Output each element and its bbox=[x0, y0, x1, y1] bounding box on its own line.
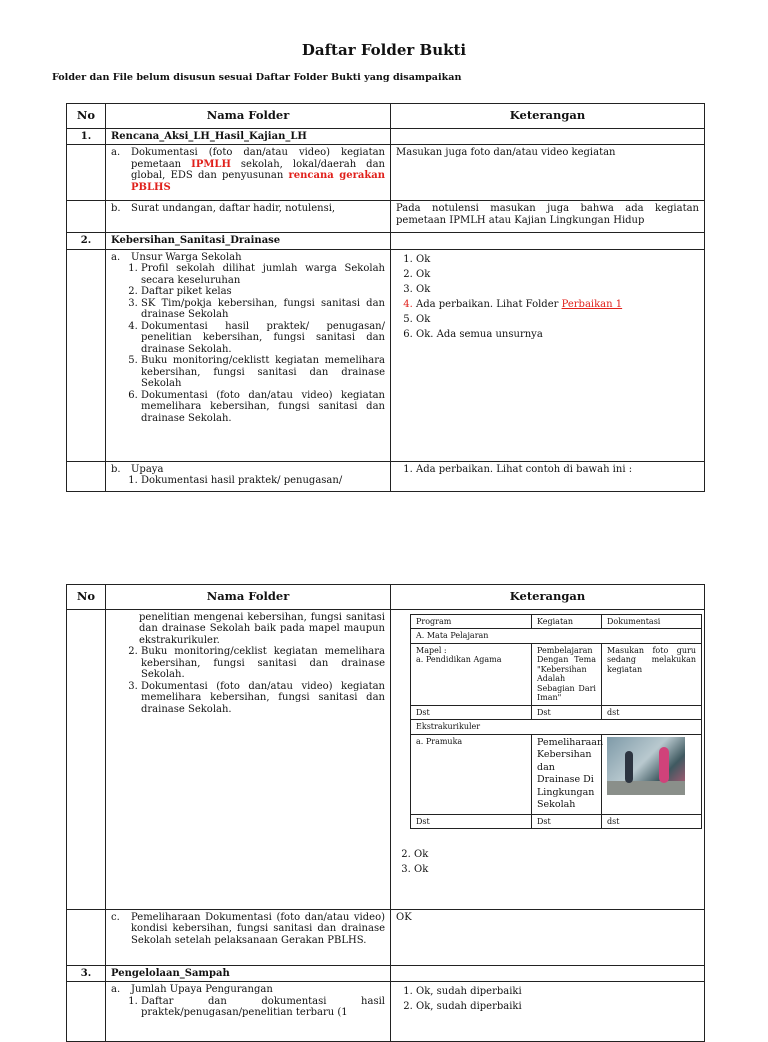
example-section: A. Mata Pelajaran bbox=[411, 629, 702, 644]
example-table bbox=[410, 614, 702, 830]
keterangan-list bbox=[396, 984, 699, 1014]
highlight-ipmlh: IPMLH bbox=[191, 158, 231, 170]
list-item: 2. Daftar piket kelas bbox=[141, 286, 385, 298]
example-cell: Dst bbox=[532, 705, 602, 720]
header-no: No bbox=[67, 585, 106, 610]
table-header-row bbox=[67, 104, 705, 129]
row-number bbox=[67, 909, 106, 965]
row-number: 3. bbox=[67, 965, 106, 982]
folder-title: Kebersihan_Sanitasi_Drainase bbox=[106, 233, 391, 250]
header-no: No bbox=[67, 104, 106, 129]
list-item: 1. Dokumentasi hasil praktek/ penugasan/ bbox=[141, 475, 385, 487]
keterangan-cell bbox=[391, 233, 705, 250]
list-item: 2. Ok bbox=[416, 267, 699, 282]
list-item: 1. Ok bbox=[416, 252, 699, 267]
item-letter: a. bbox=[111, 147, 121, 158]
list-item: 1. Daftar dan dokumentasi hasil praktek/penugasan/penelitian terbaru (1 bbox=[141, 996, 385, 1019]
folder-table-page-1 bbox=[66, 103, 705, 492]
perbaikan-link[interactable]: Perbaikan 1 bbox=[561, 298, 623, 310]
example-row bbox=[411, 643, 702, 705]
example-header-program: Program bbox=[411, 614, 532, 629]
item-head: Upaya bbox=[131, 463, 164, 475]
list-item: 1. Profil sekolah dilihat jumlah warga Sekolah secara keseluruhan bbox=[141, 263, 385, 286]
example-section: Ekstrakurikuler bbox=[411, 720, 702, 735]
folder-item bbox=[106, 461, 391, 491]
folder-item bbox=[106, 609, 391, 909]
list-item: 3. Ok bbox=[416, 282, 699, 297]
table-row bbox=[67, 128, 705, 145]
keterangan-text: OK bbox=[391, 909, 705, 965]
list-item: 4. Dokumentasi hasil praktek/ penugasan/ penelitian kebersihan, fungsi sanitasi dan drainase Sekolah. bbox=[141, 321, 385, 356]
row-number bbox=[67, 982, 106, 1042]
subtitle: Folder dan File belum disusun sesuai Daftar Folder Bukti yang disampaikan bbox=[52, 72, 462, 83]
list-item: 5. Ok bbox=[416, 312, 699, 327]
highlight-rencana: rencana gerakan PBLHS bbox=[131, 170, 386, 193]
example-program: Mapel : a. Pendidikan Agama bbox=[411, 643, 532, 705]
folder-item bbox=[106, 982, 391, 1042]
row-number bbox=[67, 461, 106, 491]
item-list bbox=[111, 646, 385, 715]
list-item: 2. Ok bbox=[414, 847, 701, 862]
item-text: Surat undangan, daftar hadir, notulensi, bbox=[131, 203, 336, 214]
keterangan-cell bbox=[391, 982, 705, 1042]
table-row bbox=[67, 609, 705, 909]
folder-item bbox=[106, 145, 391, 201]
example-kegiatan: Pemeliharaan Kebersihan dan Drainase Di Lingkungan Sekolah bbox=[532, 734, 602, 814]
table-row bbox=[67, 965, 705, 982]
keterangan-cell bbox=[391, 128, 705, 145]
table-row bbox=[67, 909, 705, 965]
item-text: Dokumentasi (foto dan/atau video) kegiatan pemetaan IPMLH sekolah, lokal/daerah dan global, EDS dan penyusunan rencana gerakan PBLHS bbox=[131, 147, 386, 193]
item-continuation: penelitian mengenai kebersihan, fungsi sanitasi dan drainase Sekolah baik pada mapel maupun ekstrakurikuler. bbox=[139, 611, 385, 646]
item-text: Pemeliharaan Dokumentasi (foto dan/atau video) kondisi kebersihan, fungsi sanitasi dan drainase Sekolah setelah pelaksanaan Gerakan PBLHS. bbox=[131, 911, 385, 946]
keterangan-list bbox=[396, 252, 699, 342]
list-item: 6. Ok. Ada semua unsurnya bbox=[416, 327, 699, 342]
header-nama-folder: Nama Folder bbox=[106, 104, 391, 129]
list-item: 3. SK Tim/pokja kebersihan, fungsi sanitasi dan drainase Sekolah bbox=[141, 298, 385, 321]
photo-thumbnail bbox=[607, 737, 685, 795]
keterangan-text: Pada notulensi masukan juga bahwa ada kegiatan pemetaan IPMLH atau Kajian Lingkungan Hidup bbox=[391, 201, 705, 233]
table-row bbox=[67, 201, 705, 233]
example-cell: Dst bbox=[411, 814, 532, 829]
item-list bbox=[111, 996, 385, 1019]
list-item: 2. Buku monitoring/ceklist kegiatan memelihara kebersihan, fungsi sanitasi dan drainase Sekolah. bbox=[141, 646, 385, 681]
keterangan-cell bbox=[391, 461, 705, 491]
keterangan-text: Masukan juga foto dan/atau video kegiatan bbox=[391, 145, 705, 201]
list-item: 1. Ok, sudah diperbaiki bbox=[416, 984, 699, 999]
item-head: Jumlah Upaya Pengurangan bbox=[131, 984, 273, 995]
keterangan-cell bbox=[391, 249, 705, 461]
list-item: 6. Dokumentasi (foto dan/atau video) kegiatan memelihara kebersihan, fungsi sanitasi dan drainase Sekolah. bbox=[141, 390, 385, 425]
example-program: a. Pramuka bbox=[411, 734, 532, 814]
example-cell: Dst bbox=[411, 705, 532, 720]
table-row bbox=[67, 145, 705, 201]
example-row bbox=[411, 629, 702, 644]
example-header-kegiatan: Kegiatan bbox=[532, 614, 602, 629]
list-item: 2. Ok, sudah diperbaiki bbox=[416, 999, 699, 1014]
example-row bbox=[411, 734, 702, 814]
table-row bbox=[67, 249, 705, 461]
list-item: 3. Dokumentasi (foto dan/atau video) kegiatan memelihara kebersihan, fungsi sanitasi dan drainase Sekolah. bbox=[141, 681, 385, 716]
example-header-dokumentasi: Dokumentasi bbox=[602, 614, 702, 629]
keterangan-list bbox=[396, 464, 699, 476]
table-row bbox=[67, 461, 705, 491]
row-number bbox=[67, 201, 106, 233]
folder-table-page-2 bbox=[66, 584, 705, 1042]
item-list bbox=[111, 263, 385, 424]
folder-item bbox=[106, 201, 391, 233]
item-letter: c. bbox=[111, 911, 120, 923]
example-header-row bbox=[411, 614, 702, 629]
item-letter: a. bbox=[111, 251, 121, 263]
list-item: 3. Ok bbox=[414, 862, 701, 877]
item-letter: b. bbox=[111, 203, 121, 214]
header-nama-folder: Nama Folder bbox=[106, 585, 391, 610]
keterangan-cell bbox=[391, 609, 705, 909]
example-row bbox=[411, 705, 702, 720]
table-header-row bbox=[67, 585, 705, 610]
item-head: Unsur Warga Sekolah bbox=[131, 251, 242, 263]
table-row bbox=[67, 982, 705, 1042]
folder-title: Pengelolaan_Sampah bbox=[106, 965, 391, 982]
list-item: 1. Ada perbaikan. Lihat contoh di bawah ini : bbox=[416, 464, 699, 476]
keterangan-cell bbox=[391, 965, 705, 982]
header-keterangan: Keterangan bbox=[391, 104, 705, 129]
row-number bbox=[67, 609, 106, 909]
example-cell: Dst bbox=[532, 814, 602, 829]
example-row bbox=[411, 720, 702, 735]
example-kegiatan: Pembelajaran Dengan Tema "Kebersihan Adalah Sebagian Dari Iman" bbox=[532, 643, 602, 705]
page-title: Daftar Folder Bukti bbox=[301, 41, 467, 59]
item-list bbox=[111, 475, 385, 487]
folder-item bbox=[106, 909, 391, 965]
example-row bbox=[411, 814, 702, 829]
example-dokumentasi bbox=[602, 734, 702, 814]
list-item-perbaikan: 4. Ada perbaikan. Lihat Folder Perbaikan 1 bbox=[416, 297, 699, 312]
example-cell: dst bbox=[602, 814, 702, 829]
keterangan-list bbox=[394, 847, 701, 877]
example-dokumentasi: Masukan foto guru sedang melakukan kegiatan bbox=[602, 643, 702, 705]
row-number: 1. bbox=[67, 128, 106, 145]
item-letter: a. bbox=[111, 984, 121, 995]
header-keterangan: Keterangan bbox=[391, 585, 705, 610]
row-number: 2. bbox=[67, 233, 106, 250]
list-item: 5. Buku monitoring/ceklistt kegiatan memelihara kebersihan, fungsi sanitasi dan drainase Sekolah bbox=[141, 355, 385, 390]
row-number bbox=[67, 249, 106, 461]
item-letter: b. bbox=[111, 463, 121, 475]
table-row bbox=[67, 233, 705, 250]
folder-item bbox=[106, 249, 391, 461]
folder-title: Rencana_Aksi_LH_Hasil_Kajian_LH bbox=[106, 128, 391, 145]
row-number bbox=[67, 145, 106, 201]
example-cell: dst bbox=[602, 705, 702, 720]
